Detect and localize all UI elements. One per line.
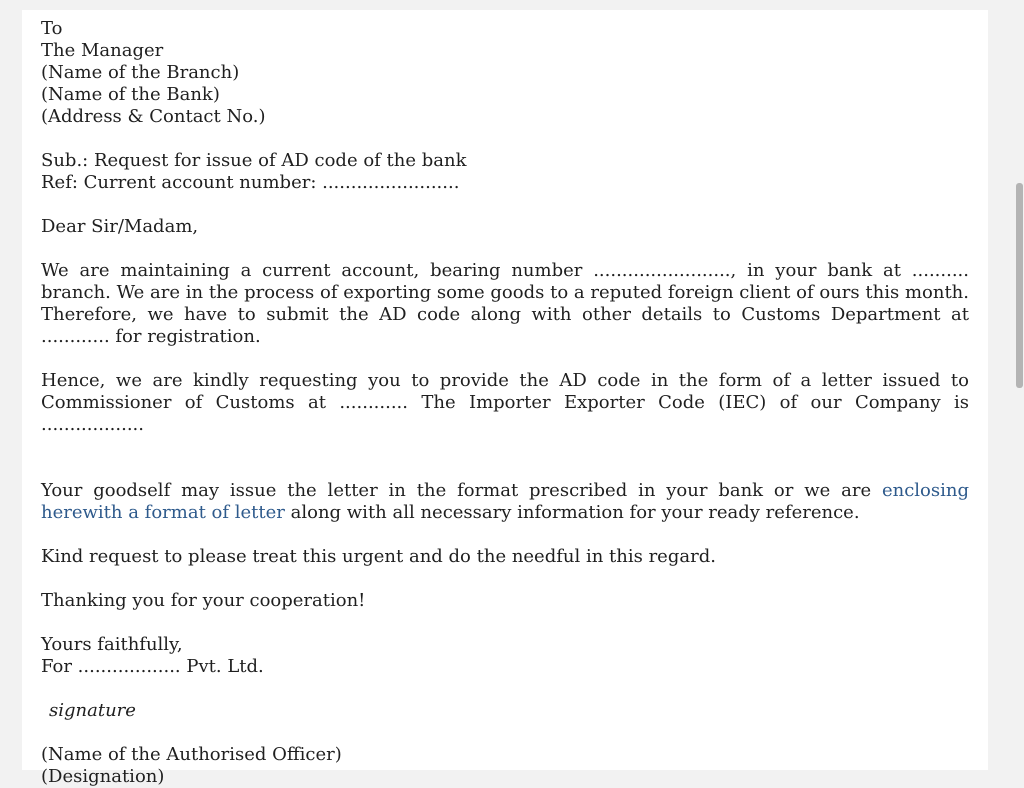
address-line: (Name of the Bank) xyxy=(41,84,220,105)
paragraph-thanks: Thanking you for your cooperation! xyxy=(41,590,366,611)
signature-placeholder: signature xyxy=(49,700,136,721)
paragraph-urgent: Kind request to please treat this urgent and do the needful in this regard. xyxy=(41,546,716,567)
closing-block xyxy=(41,634,969,678)
signatory-block xyxy=(41,744,969,788)
company-line: For .................. Pvt. Ltd. xyxy=(41,656,264,677)
document-page xyxy=(22,10,988,787)
paragraph-format-text-end: along with all necessary information for your ready reference. xyxy=(284,502,860,523)
salutation: Dear Sir/Madam, xyxy=(41,216,199,237)
officer-designation: (Designation) xyxy=(41,766,165,787)
enclosure-link[interactable]: enclosing herewith a format of letter xyxy=(41,480,969,523)
recipient-address xyxy=(41,18,969,128)
paragraph-request: Hence, we are kindly requesting you to provide the AD code in the form of a letter issued to Commissioner of Customs at ............ The Importer Exporter Code (IEC) of our Company is .................. xyxy=(41,370,969,435)
address-line: To xyxy=(41,18,63,39)
subject-line: Sub.: Request for issue of AD code of the bank xyxy=(41,150,467,171)
vertical-scrollbar[interactable] xyxy=(1014,0,1024,764)
closing-line: Yours faithfully, xyxy=(41,634,183,655)
paragraph-account: We are maintaining a current account, bearing number ........................, in your bank at .......... branch. We are in the process of exporting some goods to a reputed foreign client of ours this month. Therefore, we have to submit the AD code along with other details to Customs Department at ............ for registration. xyxy=(41,260,969,347)
reference-line: Ref: Current account number: ........................ xyxy=(41,172,460,193)
scrollbar-thumb[interactable] xyxy=(1016,183,1023,388)
subject-block xyxy=(41,150,969,194)
address-line: (Address & Contact No.) xyxy=(41,106,266,127)
paragraph-format-text: Your goodself may issue the letter in the format prescribed in your bank or we are xyxy=(41,480,882,501)
address-line: The Manager xyxy=(41,40,164,61)
letter-body xyxy=(41,18,969,788)
officer-name: (Name of the Authorised Officer) xyxy=(41,744,342,765)
paragraph-format xyxy=(41,480,969,524)
address-line: (Name of the Branch) xyxy=(41,62,240,83)
